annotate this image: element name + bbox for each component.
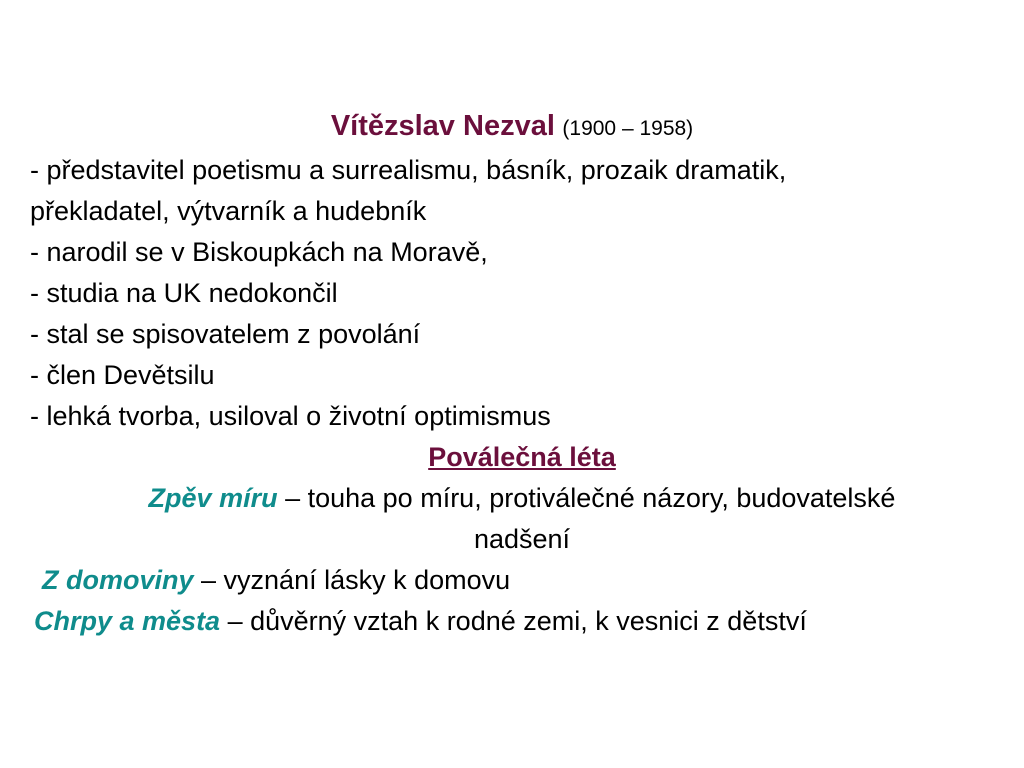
work-continuation: nadšení: [473, 524, 571, 554]
work-title: Zpěv míru: [148, 483, 278, 513]
work-title: Chrpy a města: [34, 606, 221, 636]
work-description: – vyznání lásky k domovu: [193, 565, 511, 595]
section-heading: Poválečná léta: [428, 442, 616, 472]
slide-title: [0, 106, 1024, 149]
author-dates: (1900 – 1958): [562, 117, 694, 140]
work-title: Z domoviny: [42, 565, 194, 595]
work-description: – důvěrný vztah k rodné zemi, k vesnici z dětství: [220, 606, 807, 636]
bullet-line: - člen Devětsilu: [30, 360, 215, 390]
bullet-line: - studia na UK nedokončil: [30, 278, 338, 308]
work-line: [34, 601, 807, 641]
bullet-line: překladatel, výtvarník a hudebník: [30, 196, 427, 226]
section-heading-line: [10, 437, 1024, 477]
bullet-line: - narodil se v Biskoupkách na Moravě,: [30, 237, 488, 267]
bullet-line: - lehká tvorba, usiloval o životní optimismus: [30, 401, 551, 431]
bullet-line: - představitel poetismu a surrealismu, básník, prozaik dramatik,: [30, 155, 787, 185]
work-line: [42, 560, 510, 600]
bullet-line: - stal se spisovatelem z povolání: [30, 319, 421, 349]
work-description: – touha po míru, protiválečné názory, budovatelské: [277, 483, 896, 513]
author-name: Vítězslav Nezval: [330, 110, 555, 142]
work-line: [10, 478, 1024, 518]
